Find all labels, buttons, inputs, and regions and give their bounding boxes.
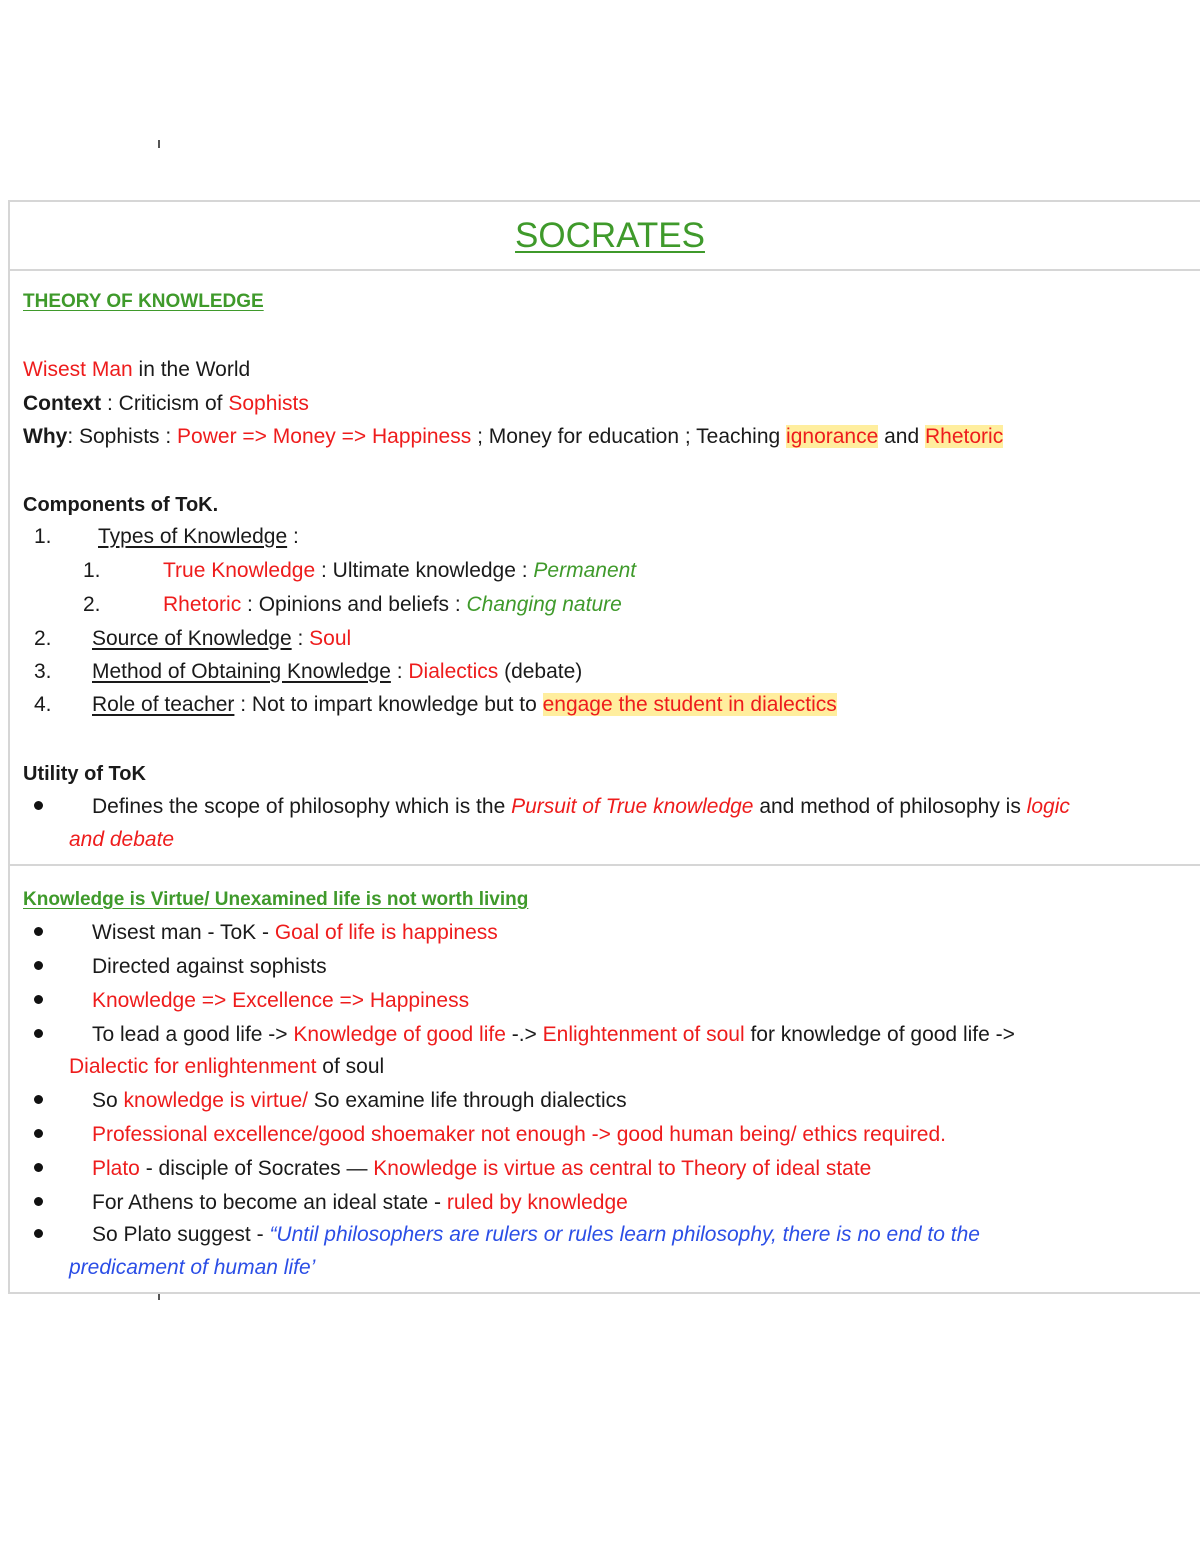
virtue-bullet-5: So knowledge is virtue/ So examine life through dialectics [92, 1089, 627, 1112]
list-number: 3. [34, 660, 52, 683]
virtue-bullet-4: To lead a good life -> Knowledge of good life -.> Enlightenment of soul for knowledge of good life -> [92, 1023, 1015, 1046]
list-item-rhetoric: Rhetoric : Opinions and beliefs : Changing nature [163, 593, 622, 616]
virtue-bullet-4-cont: Dialectic for enlightenment of soul [69, 1055, 385, 1078]
page-mark-top [158, 140, 160, 148]
list-number: 2. [83, 593, 101, 616]
bullet-icon [34, 961, 43, 970]
utility-line-2: and debate [69, 828, 175, 851]
virtue-bullet-9: So Plato suggest - “Until philosophers are rulers or rules learn philosophy, there is no end to the [92, 1223, 980, 1246]
list-item-source: Source of Knowledge : Soul [92, 627, 352, 650]
why-line: Why: Sophists : Power => Money => Happiness ; Money for education ; Teaching ignorance and Rhetoric [23, 425, 1004, 448]
virtue-bullet-2: Directed against sophists [92, 955, 327, 978]
list-item-role: Role of teacher : Not to impart knowledge but to engage the student in dialectics [92, 693, 837, 716]
list-item-true-knowledge: True Knowledge : Ultimate knowledge : Permanent [163, 559, 637, 582]
bullet-icon [34, 1095, 43, 1104]
virtue-bullet-1: Wisest man - ToK - Goal of life is happiness [92, 921, 498, 944]
tok-heading: THEORY OF KNOWLEDGE [23, 291, 264, 312]
bullet-icon [34, 801, 43, 810]
title-row [10, 202, 1200, 271]
document-title: SOCRATES [515, 216, 705, 255]
bullet-icon [34, 1229, 43, 1238]
virtue-bullet-8: For Athens to become an ideal state - ruled by knowledge [92, 1191, 628, 1214]
bullet-icon [34, 995, 43, 1004]
bullet-icon [34, 1029, 43, 1038]
utility-heading: Utility of ToK [23, 763, 146, 785]
list-number: 4. [34, 693, 52, 716]
list-number: 2. [34, 627, 52, 650]
virtue-bullet-7: Plato - disciple of Socrates — Knowledge is virtue as central to Theory of ideal state [92, 1157, 872, 1180]
list-number: 1. [83, 559, 101, 582]
bullet-icon [34, 1163, 43, 1172]
components-heading: Components of ToK. [23, 494, 219, 516]
list-item-method: Method of Obtaining Knowledge : Dialectics (debate) [92, 660, 583, 683]
wisest-man-line: Wisest Man in the World [23, 358, 251, 381]
bullet-icon [34, 1197, 43, 1206]
virtue-bullet-6: Professional excellence/good shoemaker not enough -> good human being/ ethics required. [92, 1123, 946, 1146]
virtue-bullet-9-cont: predicament of human life’ [69, 1256, 316, 1279]
list-number: 1. [34, 525, 52, 548]
list-item-types: Types of Knowledge : [98, 525, 299, 548]
virtue-heading: Knowledge is Virtue/ Unexamined life is not worth living [23, 889, 529, 910]
context-line: Context : Criticism of Sophists [23, 392, 309, 415]
utility-line-1: Defines the scope of philosophy which is the Pursuit of True knowledge and method of philosophy is logic [92, 795, 1070, 818]
virtue-bullet-3: Knowledge => Excellence => Happiness [92, 989, 470, 1012]
bullet-icon [34, 1129, 43, 1138]
bullet-icon [34, 927, 43, 936]
